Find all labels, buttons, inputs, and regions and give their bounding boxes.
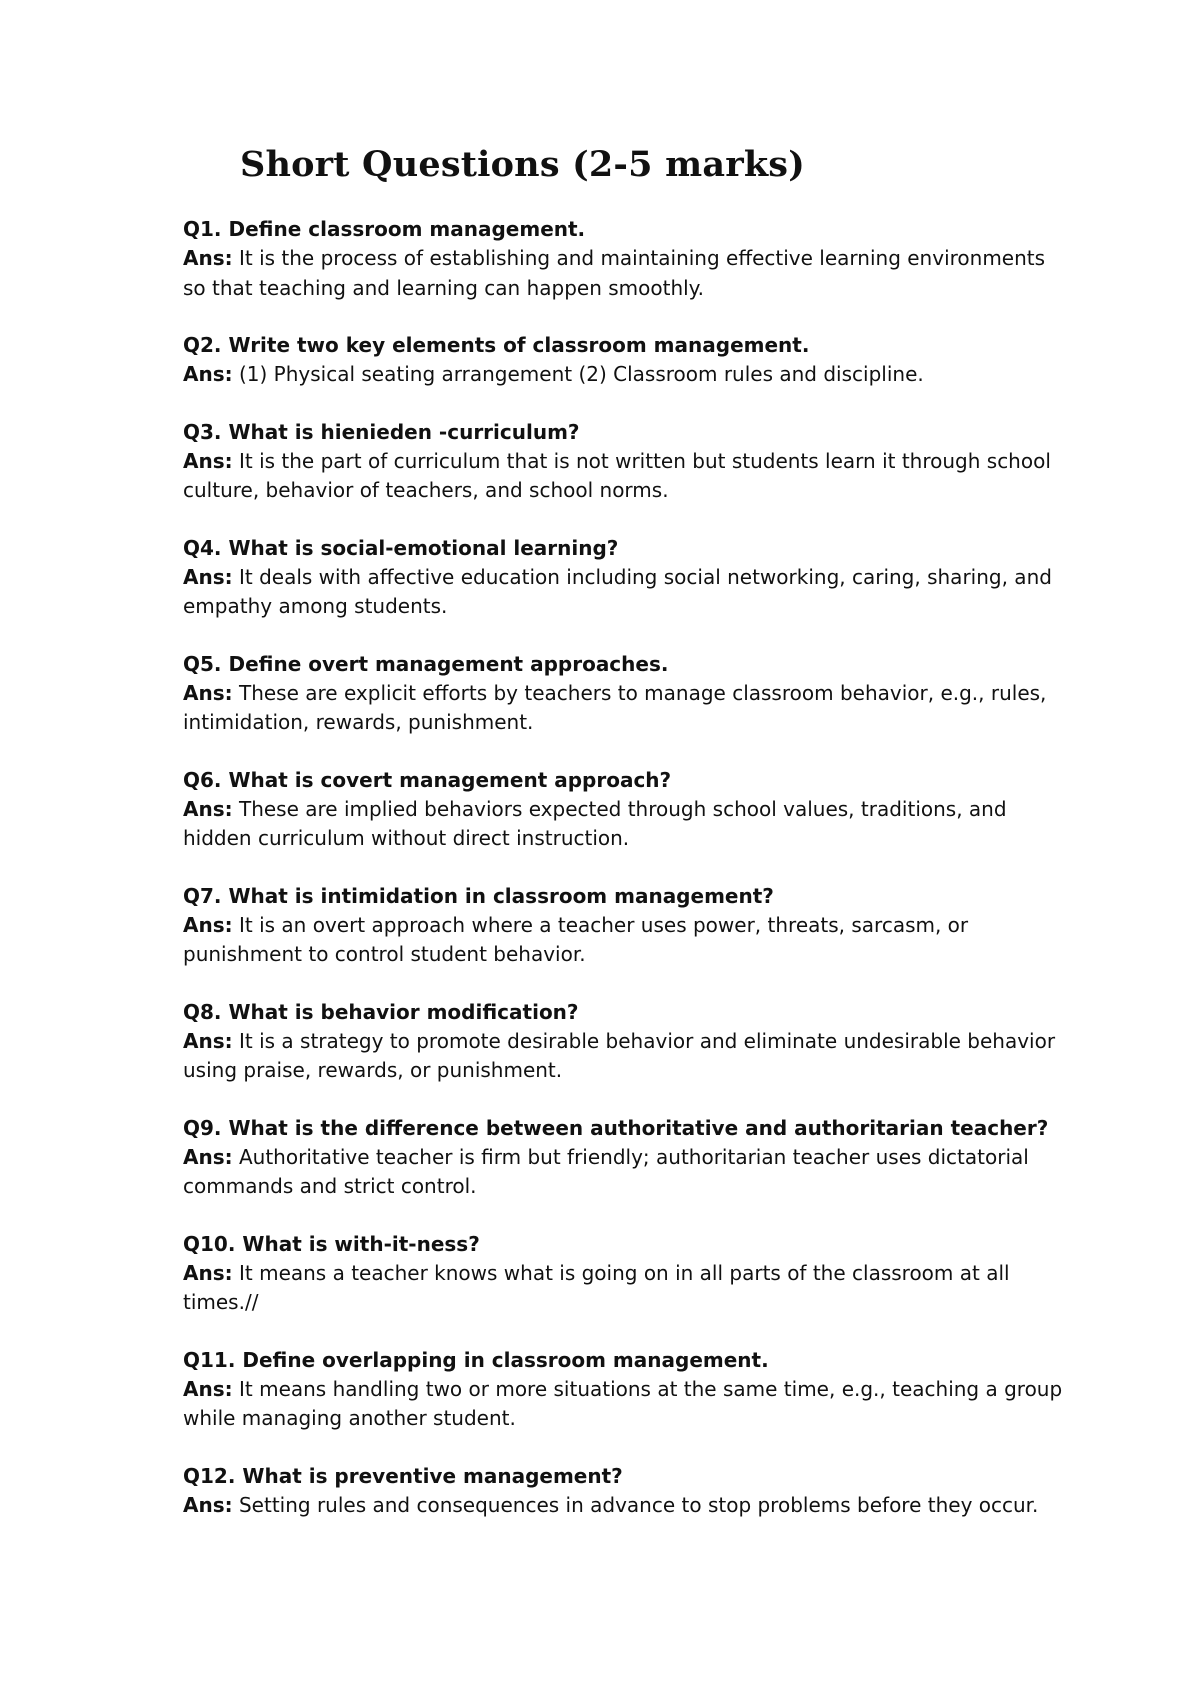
answer-text: It is the process of establishing and maintaining effective learning environments so that teaching and learning can happen smoothly. [183, 246, 1046, 300]
answer-1 [183, 244, 1063, 303]
qa-item-6 [183, 766, 1063, 854]
question-4: Q4. What is social-emotional learning? [183, 535, 619, 560]
answer-4 [183, 563, 1063, 622]
qa-item-3 [183, 418, 1063, 506]
qa-item-8 [183, 998, 1063, 1086]
answer-label: Ans: [183, 448, 233, 473]
qa-item-4 [183, 534, 1063, 622]
answer-label: Ans: [183, 1028, 233, 1053]
answer-label: Ans: [183, 564, 233, 589]
answer-2 [183, 360, 1063, 390]
qa-list [183, 215, 1063, 1548]
question-5: Q5. Define overt management approaches. [183, 651, 669, 676]
answer-text: These are implied behaviors expected through school values, traditions, and hidden curriculum without direct instruction. [183, 796, 1007, 850]
answer-label: Ans: [183, 912, 233, 937]
answer-12 [183, 1491, 1063, 1521]
question-3: Q3. What is hienieden -curriculum? [183, 419, 580, 444]
question-6: Q6. What is covert management approach? [183, 767, 672, 792]
answer-text: It is the part of curriculum that is not written but students learn it through school culture, behavior of teachers, and school norms. [183, 448, 1051, 502]
answer-text: It deals with affective education including social networking, caring, sharing, and empathy among students. [183, 564, 1052, 618]
answer-label: Ans: [183, 1376, 233, 1401]
answer-8 [183, 1027, 1063, 1086]
answer-3 [183, 447, 1063, 506]
question-8: Q8. What is behavior modification? [183, 999, 579, 1024]
qa-item-9 [183, 1114, 1063, 1202]
qa-item-2 [183, 331, 1063, 390]
answer-10 [183, 1259, 1063, 1318]
answer-label: Ans: [183, 1144, 233, 1169]
qa-item-12 [183, 1462, 1063, 1521]
qa-item-5 [183, 650, 1063, 738]
qa-item-7 [183, 882, 1063, 970]
question-10: Q10. What is with-it-ness? [183, 1231, 480, 1256]
answer-label: Ans: [183, 362, 233, 386]
answer-6 [183, 795, 1063, 854]
answer-text: These are explicit efforts by teachers to manage classroom behavior, e.g., rules, intimidation, rewards, punishment. [183, 680, 1047, 734]
qa-item-1 [183, 215, 1063, 303]
answer-text: It is a strategy to promote desirable behavior and eliminate undesirable behavior using praise, rewards, or punishment. [183, 1028, 1056, 1082]
answer-text: (1) Physical seating arrangement (2) Classroom rules and discipline. [238, 362, 924, 386]
question-9: Q9. What is the difference between authoritative and authoritarian teacher? [183, 1115, 1049, 1140]
answer-text: Authoritative teacher is firm but friendly; authoritarian teacher uses dictatorial commands and strict control. [183, 1144, 1029, 1198]
answer-label: Ans: [183, 1492, 233, 1517]
answer-text: It means handling two or more situations at the same time, e.g., teaching a group while managing another student. [183, 1376, 1063, 1430]
answer-label: Ans: [183, 1260, 233, 1285]
answer-text: It is an overt approach where a teacher uses power, threats, sarcasm, or punishment to control student behavior. [183, 912, 969, 966]
question-7: Q7. What is intimidation in classroom management? [183, 883, 774, 908]
question-1: Q1. Define classroom management. [183, 217, 586, 241]
answer-7 [183, 911, 1063, 970]
answer-text: Setting rules and consequences in advance to stop problems before they occur. [238, 1492, 1039, 1517]
answer-9 [183, 1143, 1063, 1202]
page-title: Short Questions (2-5 marks) [240, 144, 805, 185]
question-11: Q11. Define overlapping in classroom management. [183, 1347, 769, 1372]
qa-item-10 [183, 1230, 1063, 1318]
answer-5 [183, 679, 1063, 738]
question-2: Q2. Write two key elements of classroom management. [183, 333, 810, 357]
answer-label: Ans: [183, 796, 233, 821]
answer-label: Ans: [183, 680, 233, 705]
qa-item-11 [183, 1346, 1063, 1434]
answer-label: Ans: [183, 246, 233, 270]
answer-11 [183, 1375, 1063, 1434]
question-12: Q12. What is preventive management? [183, 1463, 623, 1488]
answer-text: It means a teacher knows what is going on in all parts of the classroom at all times.// [183, 1260, 1010, 1314]
